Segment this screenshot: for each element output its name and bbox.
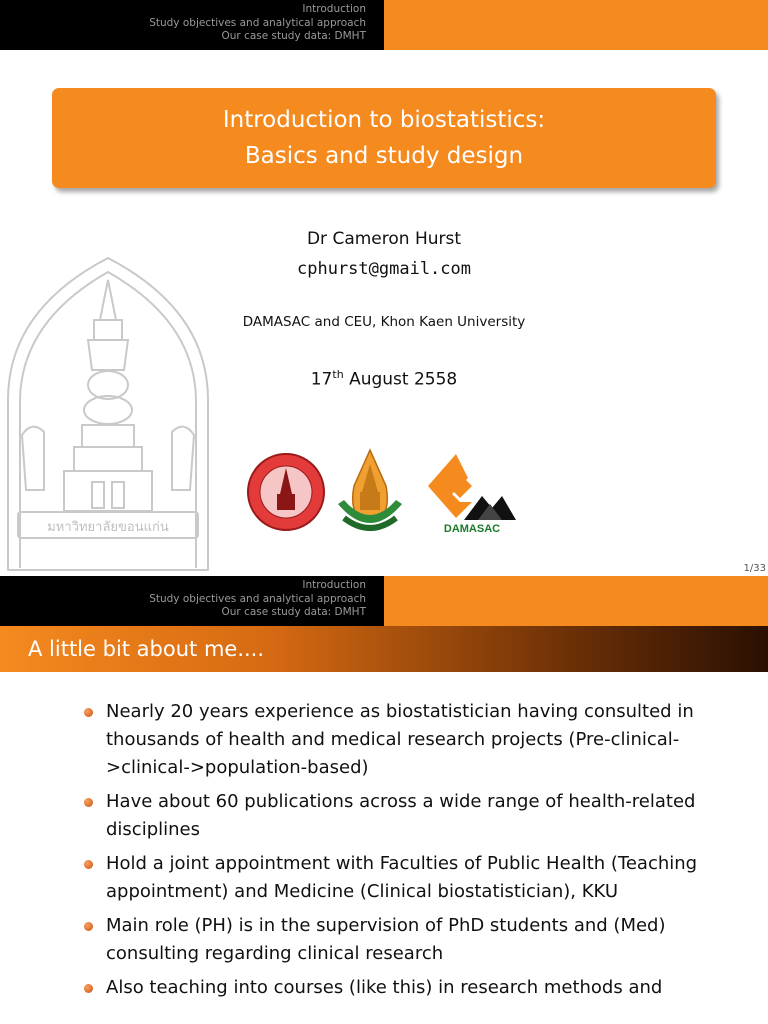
section-links (149, 3, 366, 44)
watermark-text: มหาวิทยาลัยขอนแก่น (47, 520, 169, 535)
nav-link-introduction[interactable]: Introduction (302, 3, 366, 15)
green-faculty-logo (338, 450, 402, 528)
damasac-logo (428, 454, 516, 535)
nav-link-study-objectives[interactable]: Study objectives and analytical approach (149, 16, 366, 29)
bullet-icon (84, 708, 93, 717)
bullet-icon (84, 798, 93, 807)
title-box (52, 88, 716, 188)
list-item: Nearly 20 years experience as biostatistician having consulted in thousands of health and medical research projects (Pre-clinical->clinical->population-based) (84, 698, 724, 782)
nav-link-case-study[interactable]: Our case study data: DMHT (221, 30, 366, 42)
nav-link-study-objectives[interactable]: Study objectives and analytical approach (149, 592, 366, 605)
damasac-logo-text: DAMASAC (443, 523, 501, 535)
presentation-date: 17th August 2558 (310, 368, 458, 390)
bullet-icon (84, 984, 93, 993)
red-circular-seal-logo (248, 454, 324, 530)
list-item: Have about 60 publications across a wide range of health-related disciplines (84, 788, 724, 844)
section-links (149, 579, 366, 620)
title-line-2: Basics and study design (244, 143, 524, 169)
title-line-1: Introduction to biostatistics: (222, 107, 546, 133)
page-number: 1/33 (743, 563, 766, 574)
author-email: cphurst@gmail.com (297, 259, 471, 279)
author-name: Dr Cameron Hurst (306, 229, 462, 249)
list-item: Hold a joint appointment with Faculties of Public Health (Teaching appointment) and Medicine (Clinical biostatistician), KKU (84, 850, 724, 906)
bullet-list (84, 698, 724, 1008)
bullet-icon (84, 860, 93, 869)
institution-logos (246, 446, 516, 542)
frame-title: A little bit about me.... (28, 637, 265, 661)
navigation-bar (0, 0, 768, 50)
navigation-bar (0, 576, 768, 626)
university-seal-watermark (0, 250, 210, 576)
about-me-slide (0, 576, 768, 1024)
frame-title-bar (0, 626, 768, 672)
bullet-icon (84, 922, 93, 931)
affiliation: DAMASAC and CEU, Khon Kaen University (242, 314, 526, 330)
list-item: Main role (PH) is in the supervision of PhD students and (Med) consulting regarding clinical research (84, 912, 724, 968)
nav-link-introduction[interactable]: Introduction (302, 579, 366, 591)
nav-link-case-study[interactable]: Our case study data: DMHT (221, 606, 366, 618)
list-item: Also teaching into courses (like this) in research methods and (84, 974, 724, 1002)
